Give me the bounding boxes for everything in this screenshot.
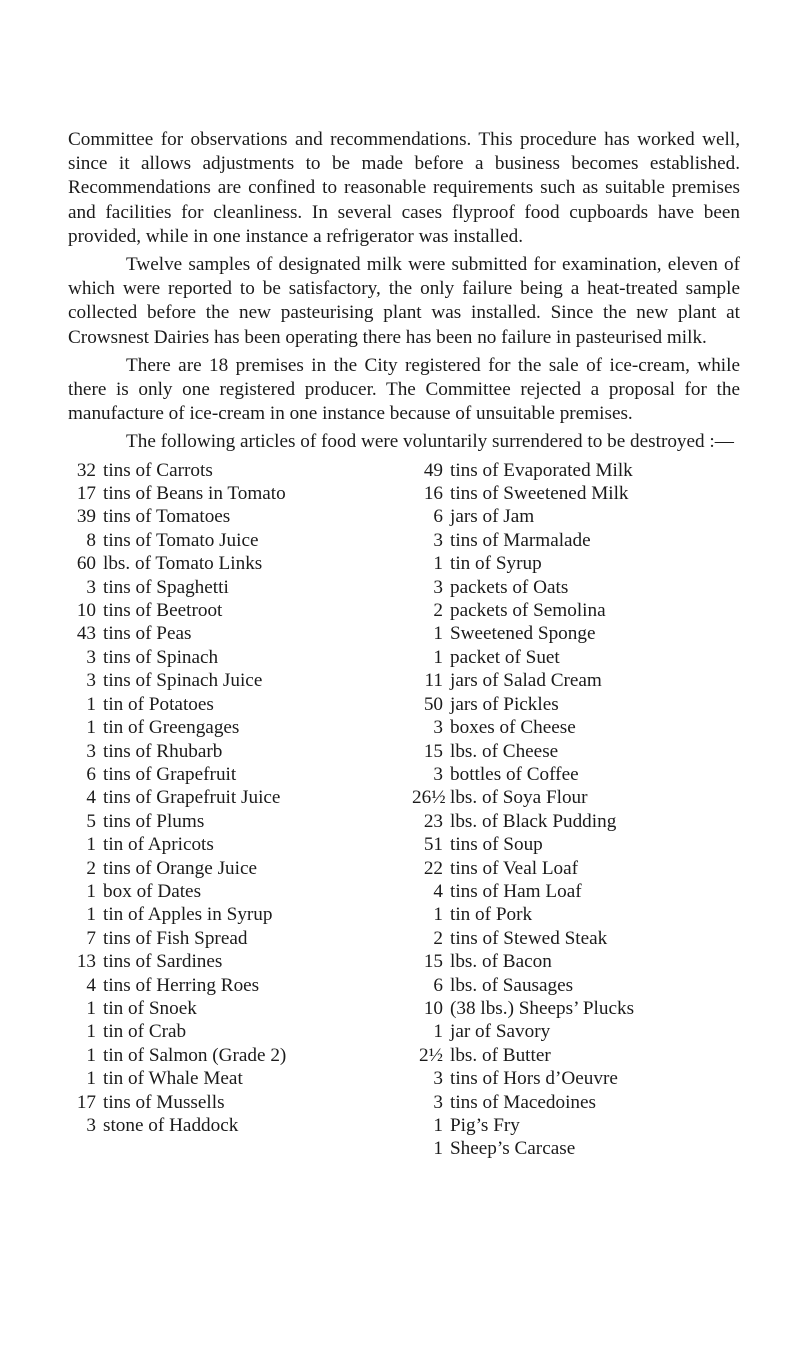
list-item	[412, 1020, 742, 1043]
item-description: packets of Oats	[450, 576, 569, 598]
item-description: tins of Veal Loaf	[450, 857, 579, 879]
item-description: tins of Macedoines	[450, 1091, 597, 1113]
item-quantity: 17	[76, 483, 96, 505]
item-quantity: 4	[433, 880, 443, 902]
item-description: tins of Peas	[103, 623, 192, 645]
item-quantity: 7	[86, 927, 96, 949]
list-item	[412, 763, 742, 786]
paragraph-committee: Committee for observations and recommendations. This procedure has worked well, since it allows adjustments to be made before a business becomes established. Recommendations are confined to reasonable requirements such as suitable premises and facilities for cleanliness. In several cases flyproof food cupboards have been provided, while in one instance a refrigerator was installed.	[68, 129, 740, 247]
item-description: tin of Apricots	[103, 834, 214, 856]
item-quantity: 3	[433, 1091, 443, 1113]
item-quantity: 1	[86, 1021, 96, 1043]
item-description: tins of Grapefruit	[103, 763, 237, 785]
item-description: boxes of Cheese	[450, 717, 576, 739]
list-item	[68, 576, 398, 599]
item-quantity: 49	[423, 459, 443, 481]
list-item	[412, 576, 742, 599]
item-description: tins of Tomato Juice	[103, 529, 259, 551]
item-quantity: 3	[433, 763, 443, 785]
list-item	[68, 1114, 398, 1137]
list-item	[68, 716, 398, 739]
item-description: tin of Crab	[103, 1021, 187, 1043]
item-quantity: 1	[433, 646, 443, 668]
item-quantity: 23	[423, 810, 443, 832]
item-quantity: 5	[86, 810, 96, 832]
item-description: lbs. of Cheese	[450, 740, 559, 762]
item-quantity: 3	[433, 576, 443, 598]
item-quantity: 60	[76, 553, 96, 575]
list-item	[412, 810, 742, 833]
list-item	[68, 482, 398, 505]
item-quantity: 15	[423, 951, 443, 973]
item-quantity: 3	[86, 576, 96, 598]
list-item	[68, 1067, 398, 1090]
item-quantity: 3	[433, 529, 443, 551]
item-quantity: 26½	[412, 787, 446, 809]
item-quantity: 13	[76, 951, 96, 973]
item-quantity: 2½	[419, 1044, 443, 1066]
document-page	[68, 128, 740, 1160]
item-quantity: 16	[423, 483, 443, 505]
list-item	[68, 974, 398, 997]
item-quantity: 1	[433, 904, 443, 926]
paragraph-surrendered-intro: The following articles of food were voluntarily surrendered to be destroyed :—	[126, 431, 734, 453]
item-quantity: 3	[86, 740, 96, 762]
item-quantity: 22	[423, 857, 443, 879]
list-item	[68, 529, 398, 552]
item-quantity: 2	[433, 600, 443, 622]
item-description: tins of Spaghetti	[103, 576, 229, 598]
item-quantity: 4	[86, 787, 96, 809]
item-quantity: 1	[433, 623, 443, 645]
list-item	[412, 1137, 742, 1160]
list-item	[412, 482, 742, 505]
item-description: tins of Herring Roes	[103, 974, 260, 996]
item-quantity: 6	[86, 763, 96, 785]
item-description: Sweetened Sponge	[450, 623, 596, 645]
item-quantity: 3	[433, 717, 443, 739]
right-food-list	[412, 459, 742, 1161]
item-description: tins of Fish Spread	[103, 927, 248, 949]
item-quantity: 1	[86, 904, 96, 926]
list-item	[412, 927, 742, 950]
item-quantity: 50	[423, 693, 443, 715]
list-item	[412, 552, 742, 575]
list-item	[412, 950, 742, 973]
item-description: tins of Evaporated Milk	[450, 459, 633, 481]
item-description: tins of Beans in Tomato	[103, 483, 286, 505]
list-item	[68, 599, 398, 622]
item-description: tins of Beetroot	[103, 600, 223, 622]
paragraph-ice-cream: There are 18 premises in the City registered for the sale of ice-cream, while there is only one registered producer. The Committee rejected a proposal for the manufacture of ice-cream in one instance because of unsuitable premises.	[68, 354, 740, 425]
item-quantity: 8	[86, 529, 96, 551]
item-description: tins of Soup	[450, 834, 543, 856]
item-quantity: 39	[76, 506, 96, 528]
list-item	[68, 950, 398, 973]
list-item	[68, 903, 398, 926]
item-description: Pig’s Fry	[450, 1115, 520, 1137]
item-quantity: 17	[76, 1091, 96, 1113]
item-description: tin of Greengages	[103, 717, 240, 739]
item-quantity: 43	[76, 623, 96, 645]
item-quantity: 1	[86, 880, 96, 902]
item-description: tin of Pork	[450, 904, 533, 926]
list-item	[412, 716, 742, 739]
item-description: tins of Sweetened Milk	[450, 483, 629, 505]
list-item	[412, 740, 742, 763]
item-quantity: 1	[86, 834, 96, 856]
item-description: Sheep’s Carcase	[450, 1138, 576, 1160]
list-item	[68, 646, 398, 669]
list-item	[412, 1114, 742, 1137]
item-description: tins of Tomatoes	[103, 506, 231, 528]
list-item	[68, 810, 398, 833]
item-description: jars of Jam	[450, 506, 535, 528]
list-item	[412, 880, 742, 903]
list-item	[412, 459, 742, 482]
item-description: box of Dates	[103, 880, 202, 902]
item-description: stone of Haddock	[103, 1115, 239, 1137]
item-quantity: 11	[424, 670, 443, 692]
list-item	[68, 1044, 398, 1067]
item-quantity: 10	[423, 997, 443, 1019]
list-item	[68, 833, 398, 856]
list-item	[412, 505, 742, 528]
item-quantity: 1	[433, 1115, 443, 1137]
item-description: tins of Rhubarb	[103, 740, 223, 762]
item-quantity: 4	[86, 974, 96, 996]
list-item	[68, 622, 398, 645]
list-item	[68, 927, 398, 950]
item-quantity: 3	[433, 1068, 443, 1090]
list-item	[412, 693, 742, 716]
list-item	[68, 1091, 398, 1114]
item-description: tins of Marmalade	[450, 529, 591, 551]
list-item	[68, 552, 398, 575]
item-quantity: 2	[86, 857, 96, 879]
item-description: tins of Spinach	[103, 646, 219, 668]
item-quantity: 1	[86, 1044, 96, 1066]
item-quantity: 1	[433, 1138, 443, 1160]
item-description: jar of Savory	[450, 1021, 551, 1043]
item-description: jars of Salad Cream	[450, 670, 602, 692]
list-item	[412, 622, 742, 645]
item-description: tin of Salmon (Grade 2)	[103, 1044, 287, 1066]
item-description: packet of Suet	[450, 646, 560, 668]
item-description: tins of Mussells	[103, 1091, 225, 1113]
item-quantity: 3	[86, 646, 96, 668]
list-item	[412, 646, 742, 669]
item-description: tin of Snoek	[103, 997, 197, 1019]
item-quantity: 3	[86, 670, 96, 692]
item-quantity: 1	[433, 553, 443, 575]
item-quantity: 1	[86, 717, 96, 739]
list-item	[68, 505, 398, 528]
list-item	[68, 693, 398, 716]
item-quantity: 1	[86, 1068, 96, 1090]
item-description: tins of Grapefruit Juice	[103, 787, 281, 809]
item-quantity: 2	[433, 927, 443, 949]
list-item	[68, 857, 398, 880]
item-quantity: 6	[433, 506, 443, 528]
left-food-list	[68, 459, 398, 1138]
list-item	[412, 833, 742, 856]
paragraph-milk-samples: Twelve samples of designated milk were submitted for examination, eleven of which were reported to be satisfactory, the only failure being a heat-treated sample collected before the new pasteurising plant was installed. Since the new plant at Crowsnest Dairies has been operating there has been no failure in pasteurised milk.	[68, 254, 740, 348]
item-quantity: 3	[86, 1115, 96, 1137]
list-item	[412, 903, 742, 926]
list-item	[68, 459, 398, 482]
list-item	[68, 740, 398, 763]
item-description: packets of Semolina	[450, 600, 606, 622]
item-description: tins of Stewed Steak	[450, 927, 608, 949]
list-item	[412, 974, 742, 997]
item-description: lbs. of Sausages	[450, 974, 574, 996]
list-item	[412, 1067, 742, 1090]
item-description: tin of Apples in Syrup	[103, 904, 273, 926]
item-description: lbs. of Tomato Links	[103, 553, 263, 575]
list-item	[412, 529, 742, 552]
list-item	[68, 786, 398, 809]
item-description: tins of Hors d’Oeuvre	[450, 1068, 618, 1090]
item-description: lbs. of Butter	[450, 1044, 551, 1066]
item-quantity: 1	[433, 1021, 443, 1043]
item-description: tin of Syrup	[450, 553, 542, 575]
item-description: (38 lbs.) Sheeps’ Plucks	[450, 997, 635, 1019]
item-description: tins of Carrots	[103, 459, 213, 481]
list-item	[68, 880, 398, 903]
list-item	[68, 997, 398, 1020]
item-description: jars of Pickles	[450, 693, 559, 715]
list-item	[68, 763, 398, 786]
item-quantity: 1	[86, 693, 96, 715]
item-quantity: 51	[423, 834, 443, 856]
item-description: tin of Whale Meat	[103, 1068, 243, 1090]
item-quantity: 15	[423, 740, 443, 762]
item-description: tins of Orange Juice	[103, 857, 257, 879]
list-item	[412, 669, 742, 692]
item-quantity: 10	[76, 600, 96, 622]
list-item	[68, 669, 398, 692]
item-description: bottles of Coffee	[450, 763, 579, 785]
list-item	[412, 997, 742, 1020]
item-quantity: 6	[433, 974, 443, 996]
item-description: tins of Sardines	[103, 951, 223, 973]
list-item	[412, 786, 742, 809]
item-description: tins of Plums	[103, 810, 205, 832]
item-description: lbs. of Black Pudding	[450, 810, 617, 832]
item-description: lbs. of Bacon	[450, 951, 552, 973]
item-description: tin of Potatoes	[103, 693, 214, 715]
list-item	[412, 857, 742, 880]
item-description: tins of Ham Loaf	[450, 880, 582, 902]
item-quantity: 32	[76, 459, 96, 481]
list-item	[412, 1044, 742, 1067]
item-quantity: 1	[86, 997, 96, 1019]
item-description: tins of Spinach Juice	[103, 670, 263, 692]
list-item	[412, 1091, 742, 1114]
list-item	[68, 1020, 398, 1043]
list-item	[412, 599, 742, 622]
item-description: lbs. of Soya Flour	[450, 787, 588, 809]
